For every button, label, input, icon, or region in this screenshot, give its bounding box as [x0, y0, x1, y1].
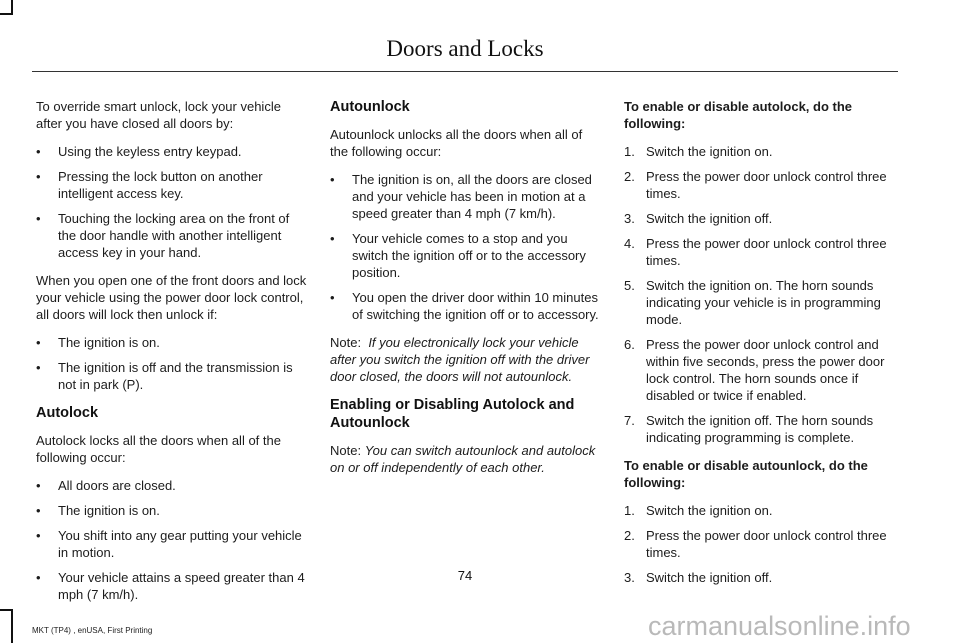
crop-mark-top-left-horizontal [0, 13, 13, 15]
autolock-steps [624, 143, 896, 446]
page-title: Doors and Locks [386, 36, 544, 61]
note-label: Note: [330, 335, 362, 350]
autolock-procedure-lead: To enable or disable autolock, do the following: [624, 99, 853, 131]
bullet-glyph: • [330, 172, 335, 187]
bullet-glyph: • [36, 528, 41, 543]
list-item: • The ignition is on, all the doors are closed and your vehicle has been in motion at a speed greater than 4 mph (7 km/h). [330, 172, 592, 221]
step-number: 3. [624, 570, 635, 585]
autolock-intro: Autolock locks all the doors when all of the following occur: [36, 433, 281, 465]
autounlock-condition-list [330, 171, 602, 323]
crop-mark-bottom-left-horizontal [0, 609, 13, 611]
step-number: 4. [624, 236, 635, 251]
step-item: 2. Press the power door unlock control three times. [624, 528, 887, 560]
column-1 [36, 98, 308, 614]
list-item: • The ignition is off and the transmission is not in park (P). [36, 360, 293, 392]
bullet-glyph: • [36, 570, 41, 585]
list-item: • All doors are closed. [36, 478, 176, 493]
bullet-glyph: • [36, 211, 41, 226]
step-number: 7. [624, 413, 635, 428]
override-intro: To override smart unlock, lock your vehicle after you have closed all doors by: [36, 99, 281, 131]
column-2 [330, 98, 602, 487]
list-item: • You open the driver door within 10 minutes of switching the ignition off or to accessory. [330, 290, 599, 322]
step-number: 3. [624, 211, 635, 226]
column-3 [624, 98, 896, 597]
step-item: 4. Press the power door unlock control three times. [624, 236, 887, 268]
note-text: If you electronically lock your vehicle after you switch the ignition off with the driver door closed, the doors will not autounlock. [330, 335, 590, 384]
override-bullet-list [36, 143, 308, 261]
bullet-glyph: • [36, 478, 41, 493]
step-item: 6. Press the power door unlock control and within five seconds, press the power door lock control. The horn sounds once if disabled or twice if enabled. [624, 337, 885, 403]
autounlock-intro: Autounlock unlocks all the doors when all of the following occur: [330, 127, 583, 159]
step-item: 1. Switch the ignition on. [624, 144, 773, 159]
list-item: • The ignition is on. [36, 335, 160, 350]
watermark: carmanualsonline.info [648, 611, 911, 641]
bullet-glyph: • [36, 335, 41, 350]
list-item: • Touching the locking area on the front of the door handle with another intelligent access key in your hand. [36, 211, 290, 260]
note-text: You can switch autounlock and autolock on or off independently of each other. [330, 443, 596, 475]
step-item: 7. Switch the ignition off. The horn sounds indicating programming is complete. [624, 413, 874, 445]
step-item: 3. Switch the ignition off. [624, 570, 773, 585]
crop-mark-bottom-left-vertical [11, 609, 13, 643]
header-divider [32, 71, 898, 72]
note-electronic-lock [330, 334, 602, 385]
autounlock-procedure-lead: To enable or disable autounlock, do the following: [624, 458, 868, 490]
autolock-heading: Autolock [36, 405, 99, 421]
step-number: 1. [624, 144, 635, 159]
list-item: • Using the keyless entry keypad. [36, 144, 242, 159]
bullet-glyph: • [36, 503, 41, 518]
crop-mark-top-left-vertical [11, 0, 13, 14]
step-number: 5. [624, 278, 635, 293]
list-item: • Your vehicle attains a speed greater than 4 mph (7 km/h). [36, 570, 305, 602]
bullet-glyph: • [330, 231, 335, 246]
step-number: 2. [624, 169, 635, 184]
step-item: 5. Switch the ignition on. The horn sounds indicating your vehicle is in programming mode. [624, 278, 881, 327]
step-item: 1. Switch the ignition on. [624, 503, 773, 518]
step-number: 2. [624, 528, 635, 543]
step-number: 1. [624, 503, 635, 518]
step-item: 3. Switch the ignition off. [624, 211, 773, 226]
page-number: 74 [457, 568, 473, 583]
list-item: • Your vehicle comes to a stop and you switch the ignition off or to the accessory position. [330, 231, 586, 280]
bullet-glyph: • [36, 169, 41, 184]
list-item: • You shift into any gear putting your vehicle in motion. [36, 528, 302, 560]
bullet-glyph: • [330, 290, 335, 305]
footer-printing-info: MKT (TP4) , enUSA, First Printing [32, 626, 153, 635]
step-item: 2. Press the power door unlock control three times. [624, 169, 887, 201]
note-label: Note: [330, 443, 362, 458]
bullet-glyph: • [36, 360, 41, 375]
unlock-condition-list [36, 334, 308, 393]
note-independent [330, 442, 602, 476]
autolock-condition-list [36, 477, 308, 603]
enable-disable-heading: Enabling or Disabling Autolock and Autounlock [330, 397, 575, 431]
list-item: • The ignition is on. [36, 503, 160, 518]
autounlock-heading: Autounlock [330, 99, 410, 115]
bullet-glyph: • [36, 144, 41, 159]
front-door-paragraph: When you open one of the front doors and lock your vehicle using the power door lock control, all doors will lock then unlock if: [36, 273, 307, 322]
step-number: 6. [624, 337, 635, 352]
list-item: • Pressing the lock button on another intelligent access key. [36, 169, 263, 201]
